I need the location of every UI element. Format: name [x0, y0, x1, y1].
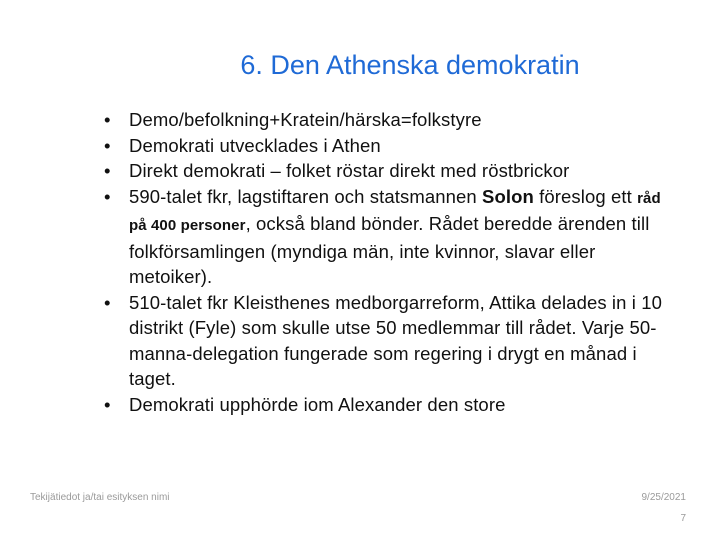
- bullet-text: Demokrati utvecklades i Athen: [129, 134, 381, 156]
- slide-title: 6. Den Athenska demokratin: [240, 50, 580, 80]
- bullet-item: [104, 133, 664, 159]
- footer-date: 9/25/2021: [641, 492, 686, 503]
- bullet-item: [104, 392, 664, 418]
- bullet-text: Demokrati upphörde iom Alexander den store: [129, 393, 506, 415]
- bullet-marker: •: [104, 291, 111, 313]
- bullet-text: Demo/befolkning+Kratein/härska=folkstyre: [129, 109, 482, 130]
- bullet-item: [104, 290, 664, 392]
- bullet-marker: •: [104, 109, 111, 130]
- bullet-marker: •: [104, 393, 111, 415]
- bullet-text-part: föreslog ett: [533, 185, 638, 207]
- bullet-item: [104, 107, 664, 133]
- bullet-item: [104, 184, 664, 290]
- bullet-text-part: 590-talet fkr, lagstiftaren och statsmannen: [129, 185, 483, 207]
- bullet-text: 510-talet fkr Kleisthenes medborgarreform, Attika delades in i 10 distrikt (Fyle) som skulle utse 50 medlemmar till rådet. Varje 50-manna-delegation fungerade som regering i drygt en månad i taget.: [129, 291, 662, 389]
- page-number: 7: [680, 513, 686, 524]
- bullet-marker: •: [104, 160, 111, 181]
- bullet-text: Direkt demokrati – folket röstar direkt med röstbrickor: [129, 160, 570, 181]
- bullet-text-part: , också bland bönder. Rådet beredde ärenden till folkförsamlingen (myndiga män, inte kvinnor, slavar eller metoiker).: [129, 213, 650, 287]
- footer-author: Tekijätiedot ja/tai esityksen nimi: [30, 492, 170, 503]
- bullet-list: [104, 107, 664, 417]
- bullet-item: [104, 158, 664, 184]
- bullet-emphasis-solon: Solon: [482, 185, 534, 207]
- bullet-emphasis-council: råd på 400 personer: [129, 189, 661, 234]
- bullet-marker: •: [104, 185, 111, 207]
- bullet-marker: •: [104, 134, 111, 156]
